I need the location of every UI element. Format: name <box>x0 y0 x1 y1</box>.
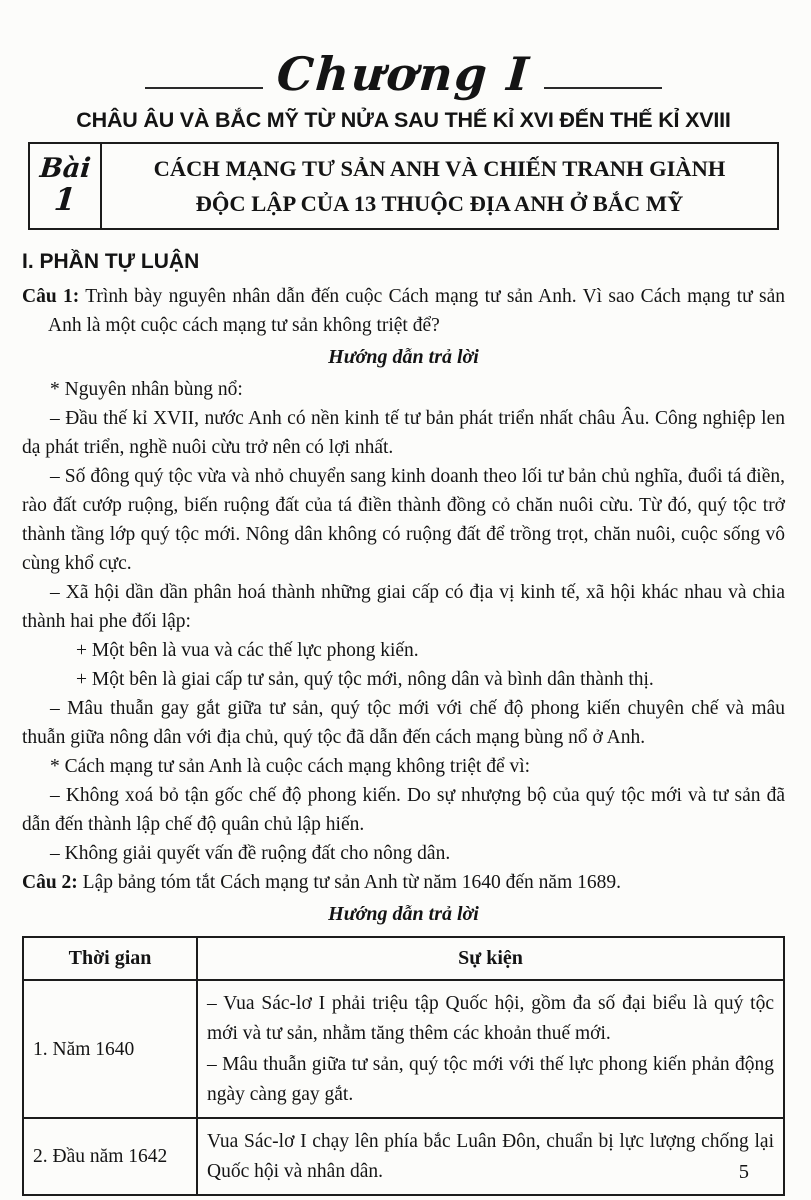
question-1-text: Trình bày nguyên nhân dẫn đến cuộc Cách mạng tư sản Anh. Vì sao Cách mạng tư sản Anh là một cuộc cách mạng tư sản không triệt để? <box>48 286 785 337</box>
answer-paragraph: – Không giải quyết vấn đề ruộng đất cho nông dân. <box>50 843 451 865</box>
page-number: 5 <box>738 1161 749 1183</box>
chapter-script-title: Chương I <box>274 47 533 101</box>
guide-heading-1: Hướng dẫn trả lời <box>328 346 479 369</box>
lesson-box <box>28 142 779 230</box>
chapter-rule-right <box>544 87 662 89</box>
lesson-label <box>30 144 102 228</box>
question-1-label: Câu 1: <box>22 286 80 308</box>
chapter-heading <box>22 47 785 101</box>
table-cell-event <box>197 1118 784 1195</box>
chapter-rule-left <box>145 87 263 89</box>
question-2 <box>22 868 785 897</box>
guide-heading-2: Hướng dẫn trả lời <box>328 903 479 926</box>
table-cell-time: 2. Đầu năm 1642 <box>23 1118 197 1195</box>
question-2-label: Câu 2: <box>22 872 78 894</box>
table-row <box>23 1118 784 1195</box>
table-cell-event <box>197 980 784 1118</box>
body-text <box>22 282 785 1196</box>
lesson-title-line1: CÁCH MẠNG TƯ SẢN ANH VÀ CHIẾN TRANH GIÀNH <box>153 156 726 182</box>
lesson-word: Bài <box>38 152 92 184</box>
section-heading: I. PHẦN TỰ LUẬN <box>22 250 200 274</box>
question-1 <box>22 282 785 340</box>
lesson-number: 1 <box>52 182 78 219</box>
chapter-title: CHÂU ÂU VÀ BẮC MỸ TỪ NỬA SAU THẾ KỈ XVI ĐẾN THẾ KỈ XVIII <box>76 108 731 133</box>
event-text: – Mâu thuẫn giữa tư sản, quý tộc mới với thế lực phong kiến phản động ngày càng gay gắt. <box>207 1054 774 1105</box>
answer-paragraph: – Đầu thế kỉ XVII, nước Anh có nền kinh tế tư bản phát triển nhất châu Âu. Công nghiệp len dạ phát triển, nghề nuôi cừu trở nên có lợi nhất. <box>22 408 785 459</box>
answer-paragraph: – Không xoá bỏ tận gốc chế độ phong kiến. Do sự nhượng bộ của quý tộc mới và tư sản đã dẫn đến thành lập chế độ quân chủ lập hiến. <box>22 785 785 836</box>
answer-subitem: + Một bên là vua và các thế lực phong kiến. <box>76 640 419 662</box>
answer-paragraph: – Số đông quý tộc vừa và nhỏ chuyển sang kinh doanh theo lối tư bản chủ nghĩa, đuổi tá điền, rào đất cướp ruộng, biến ruộng đất của tá điền thành đồng cỏ chăn nuôi cừu. Từ đó, quý tộc trở thành tầng lớp quý tộc mới. Nông dân không có ruộng đất để trồng trọt, chăn nuôi, cuộc sống vô cùng khổ cực. <box>22 466 785 575</box>
lesson-title <box>102 144 777 228</box>
answer-paragraph: – Xã hội dần dần phân hoá thành những giai cấp có địa vị kinh tế, xã hội khác nhau và chia thành hai phe đối lập: <box>22 582 785 633</box>
answer-paragraph: * Nguyên nhân bùng nổ: <box>50 379 243 401</box>
lesson-title-line2: ĐỘC LẬP CỦA 13 THUỘC ĐỊA ANH Ở BẮC MỸ <box>195 191 684 217</box>
answer-subitem: + Một bên là giai cấp tư sản, quý tộc mới, nông dân và bình dân thành thị. <box>76 669 654 691</box>
table-header-event: Sự kiện <box>197 937 784 980</box>
question-2-text: Lập bảng tóm tắt Cách mạng tư sản Anh từ năm 1640 đến năm 1689. <box>77 872 622 894</box>
table-header-time: Thời gian <box>23 937 197 980</box>
answer-paragraph: * Cách mạng tư sản Anh là cuộc cách mạng không triệt để vì: <box>50 756 531 778</box>
event-text: Vua Sác-lơ I chạy lên phía bắc Luân Đôn, chuẩn bị lực lượng chống lại Quốc hội và nhân dân. <box>207 1131 774 1182</box>
summary-table <box>22 936 785 1196</box>
table-row <box>23 980 784 1118</box>
table-cell-time: 1. Năm 1640 <box>23 980 197 1118</box>
event-text: – Vua Sác-lơ I phải triệu tập Quốc hội, gồm đa số đại biểu là quý tộc mới và tư sản, nhằm tăng thêm các khoản thuế mới. <box>207 993 774 1044</box>
table-header-row <box>23 937 784 980</box>
answer-paragraph: – Mâu thuẫn gay gắt giữa tư sản, quý tộc mới với chế độ phong kiến chuyên chế và mâu thuẫn giữa nông dân với địa chủ, quý tộc đã dẫn đến cách mạng bùng nổ ở Anh. <box>22 698 785 749</box>
